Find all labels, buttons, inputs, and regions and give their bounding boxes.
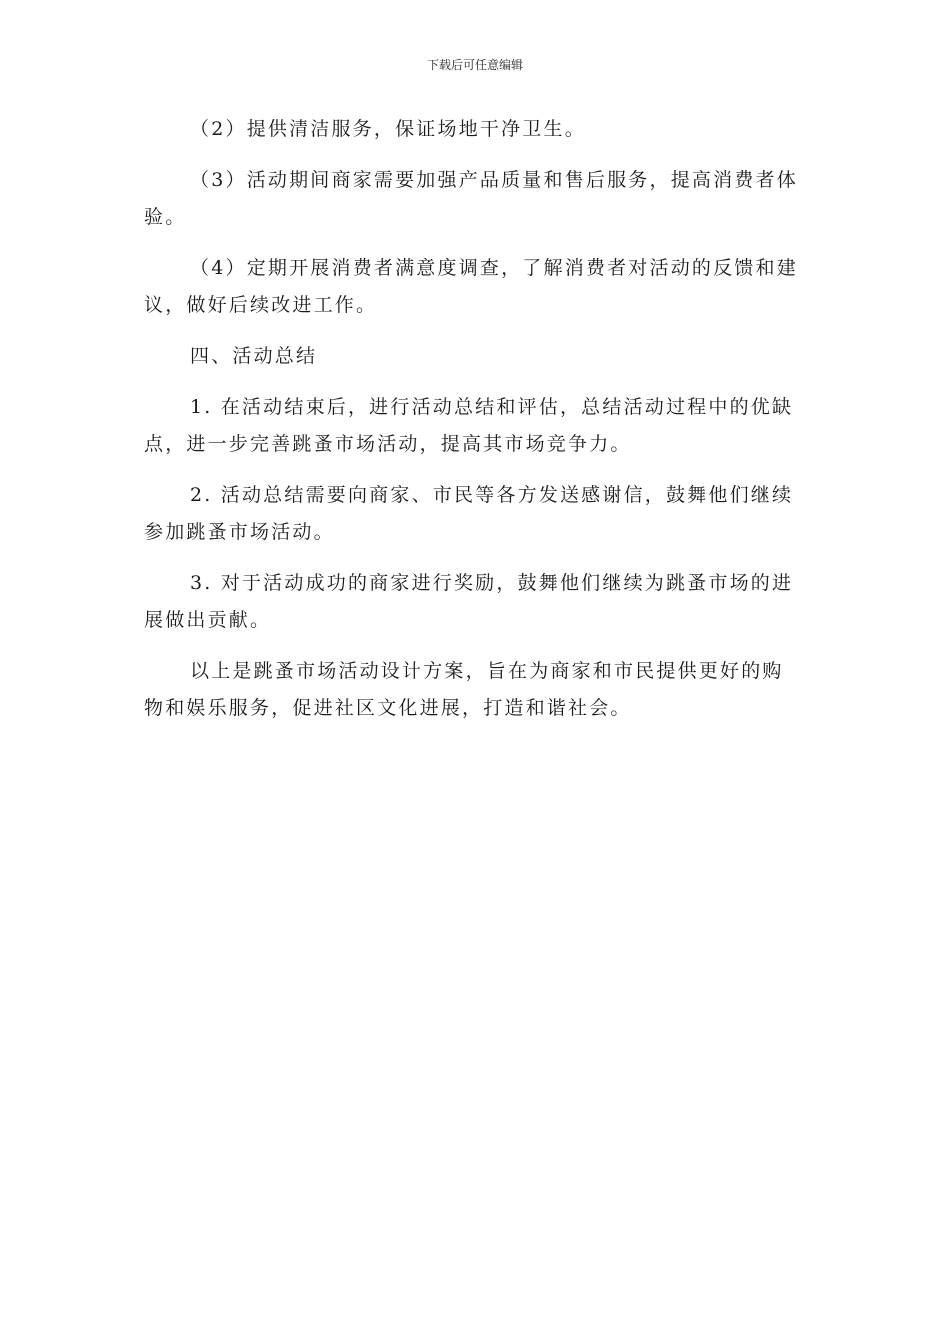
document-body [144,111,804,741]
paragraph-item-2: （2）提供清洁服务，保证场地干净卫生。 [190,118,586,140]
header-note: 下载后可任意编辑 [426,58,523,72]
paragraph-item-4: （4）定期开展消费者满意度调查，了解消费者对活动的反馈和建议，做好后续改进工作。 [144,257,798,316]
section-heading-summary: 四、活动总结 [190,345,318,367]
summary-item-3: 3. 对于活动成功的商家进行奖励，鼓舞他们继续为跳蚤市场的进展做出贡献。 [144,572,794,631]
summary-item-1: 1. 在活动结束后，进行活动总结和评估，总结活动过程中的优缺点，进一步完善跳蚤市场活动，提高其市场竞争力。 [144,396,794,455]
closing-paragraph: 以上是跳蚤市场活动设计方案，旨在为商家和市民提供更好的购物和娱乐服务，促进社区文化进展，打造和谐社会。 [144,660,784,719]
summary-item-2: 2. 活动总结需要向商家、市民等各方发送感谢信，鼓舞他们继续参加跳蚤市场活动。 [144,484,794,543]
paragraph-item-3: （3）活动期间商家需要加强产品质量和售后服务，提高消费者体验。 [144,169,798,228]
